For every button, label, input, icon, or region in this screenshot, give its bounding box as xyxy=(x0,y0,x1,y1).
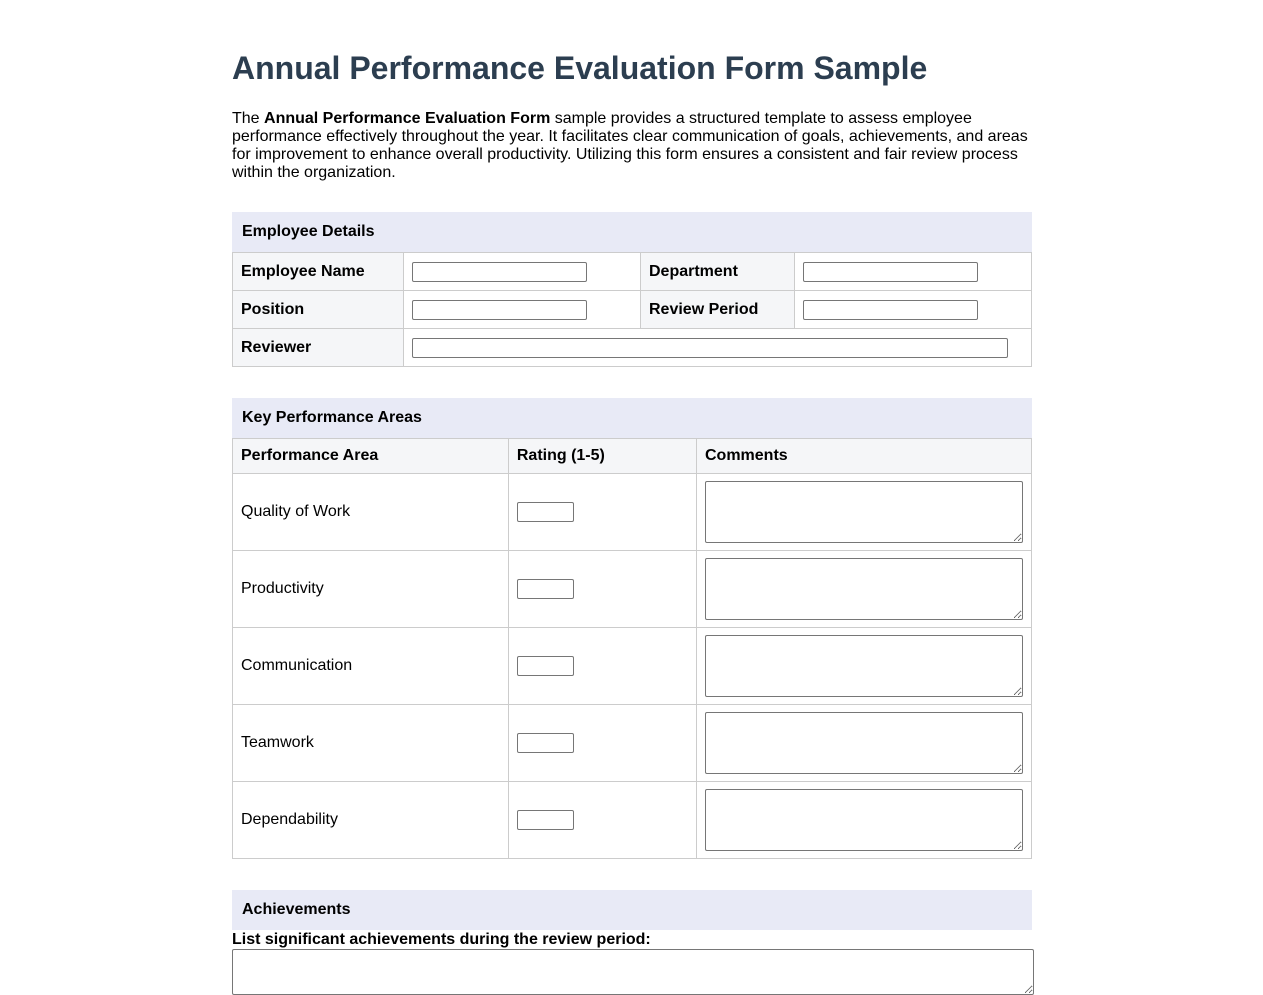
achievements-textarea[interactable] xyxy=(232,949,1034,995)
column-header: Performance Area xyxy=(233,439,509,474)
performance-area: Teamwork xyxy=(233,705,509,782)
employee-name-input[interactable] xyxy=(412,262,587,282)
table-row xyxy=(233,551,1032,628)
employee-details-table xyxy=(232,252,1032,367)
comments-textarea[interactable] xyxy=(705,635,1023,697)
performance-area: Quality of Work xyxy=(233,474,509,551)
performance-area: Communication xyxy=(233,628,509,705)
kpa-table xyxy=(232,438,1032,859)
table-row xyxy=(233,782,1032,859)
table-row xyxy=(233,628,1032,705)
employee-details-heading: Employee Details xyxy=(232,212,1032,252)
comments-textarea[interactable] xyxy=(705,712,1023,774)
review-period-input[interactable] xyxy=(803,300,978,320)
comments-textarea[interactable] xyxy=(705,481,1023,543)
rating-input[interactable] xyxy=(517,656,574,676)
kpa-heading: Key Performance Areas xyxy=(232,398,1032,438)
table-row xyxy=(233,474,1032,551)
comments-textarea[interactable] xyxy=(705,558,1023,620)
rating-input[interactable] xyxy=(517,502,574,522)
employee-name-label: Employee Name xyxy=(233,253,404,291)
position-input[interactable] xyxy=(412,300,587,320)
reviewer-input[interactable] xyxy=(412,338,1008,358)
comments-textarea[interactable] xyxy=(705,789,1023,851)
performance-area: Dependability xyxy=(233,782,509,859)
reviewer-label: Reviewer xyxy=(233,329,404,367)
performance-area: Productivity xyxy=(233,551,509,628)
column-header: Rating (1-5) xyxy=(508,439,696,474)
position-label: Position xyxy=(233,291,404,329)
department-input[interactable] xyxy=(803,262,978,282)
review-period-label: Review Period xyxy=(641,291,795,329)
department-label: Department xyxy=(641,253,795,291)
achievements-heading: Achievements xyxy=(232,890,1032,930)
rating-input[interactable] xyxy=(517,810,574,830)
page-title: Annual Performance Evaluation Form Sample xyxy=(232,50,928,86)
achievements-label: List significant achievements during the review period: xyxy=(232,931,651,948)
rating-input[interactable] xyxy=(517,579,574,599)
intro-text: The Annual Performance Evaluation Form sample provides a structured template to assess employee performance effectively throughout the year. It facilitates clear communication of goals, achievements, and areas for improvement to enhance overall productivity. Utilizing this form ensures a consistent and fair review process within the organization. xyxy=(232,110,1028,181)
table-row xyxy=(233,705,1032,782)
column-header: Comments xyxy=(697,439,1032,474)
rating-input[interactable] xyxy=(517,733,574,753)
